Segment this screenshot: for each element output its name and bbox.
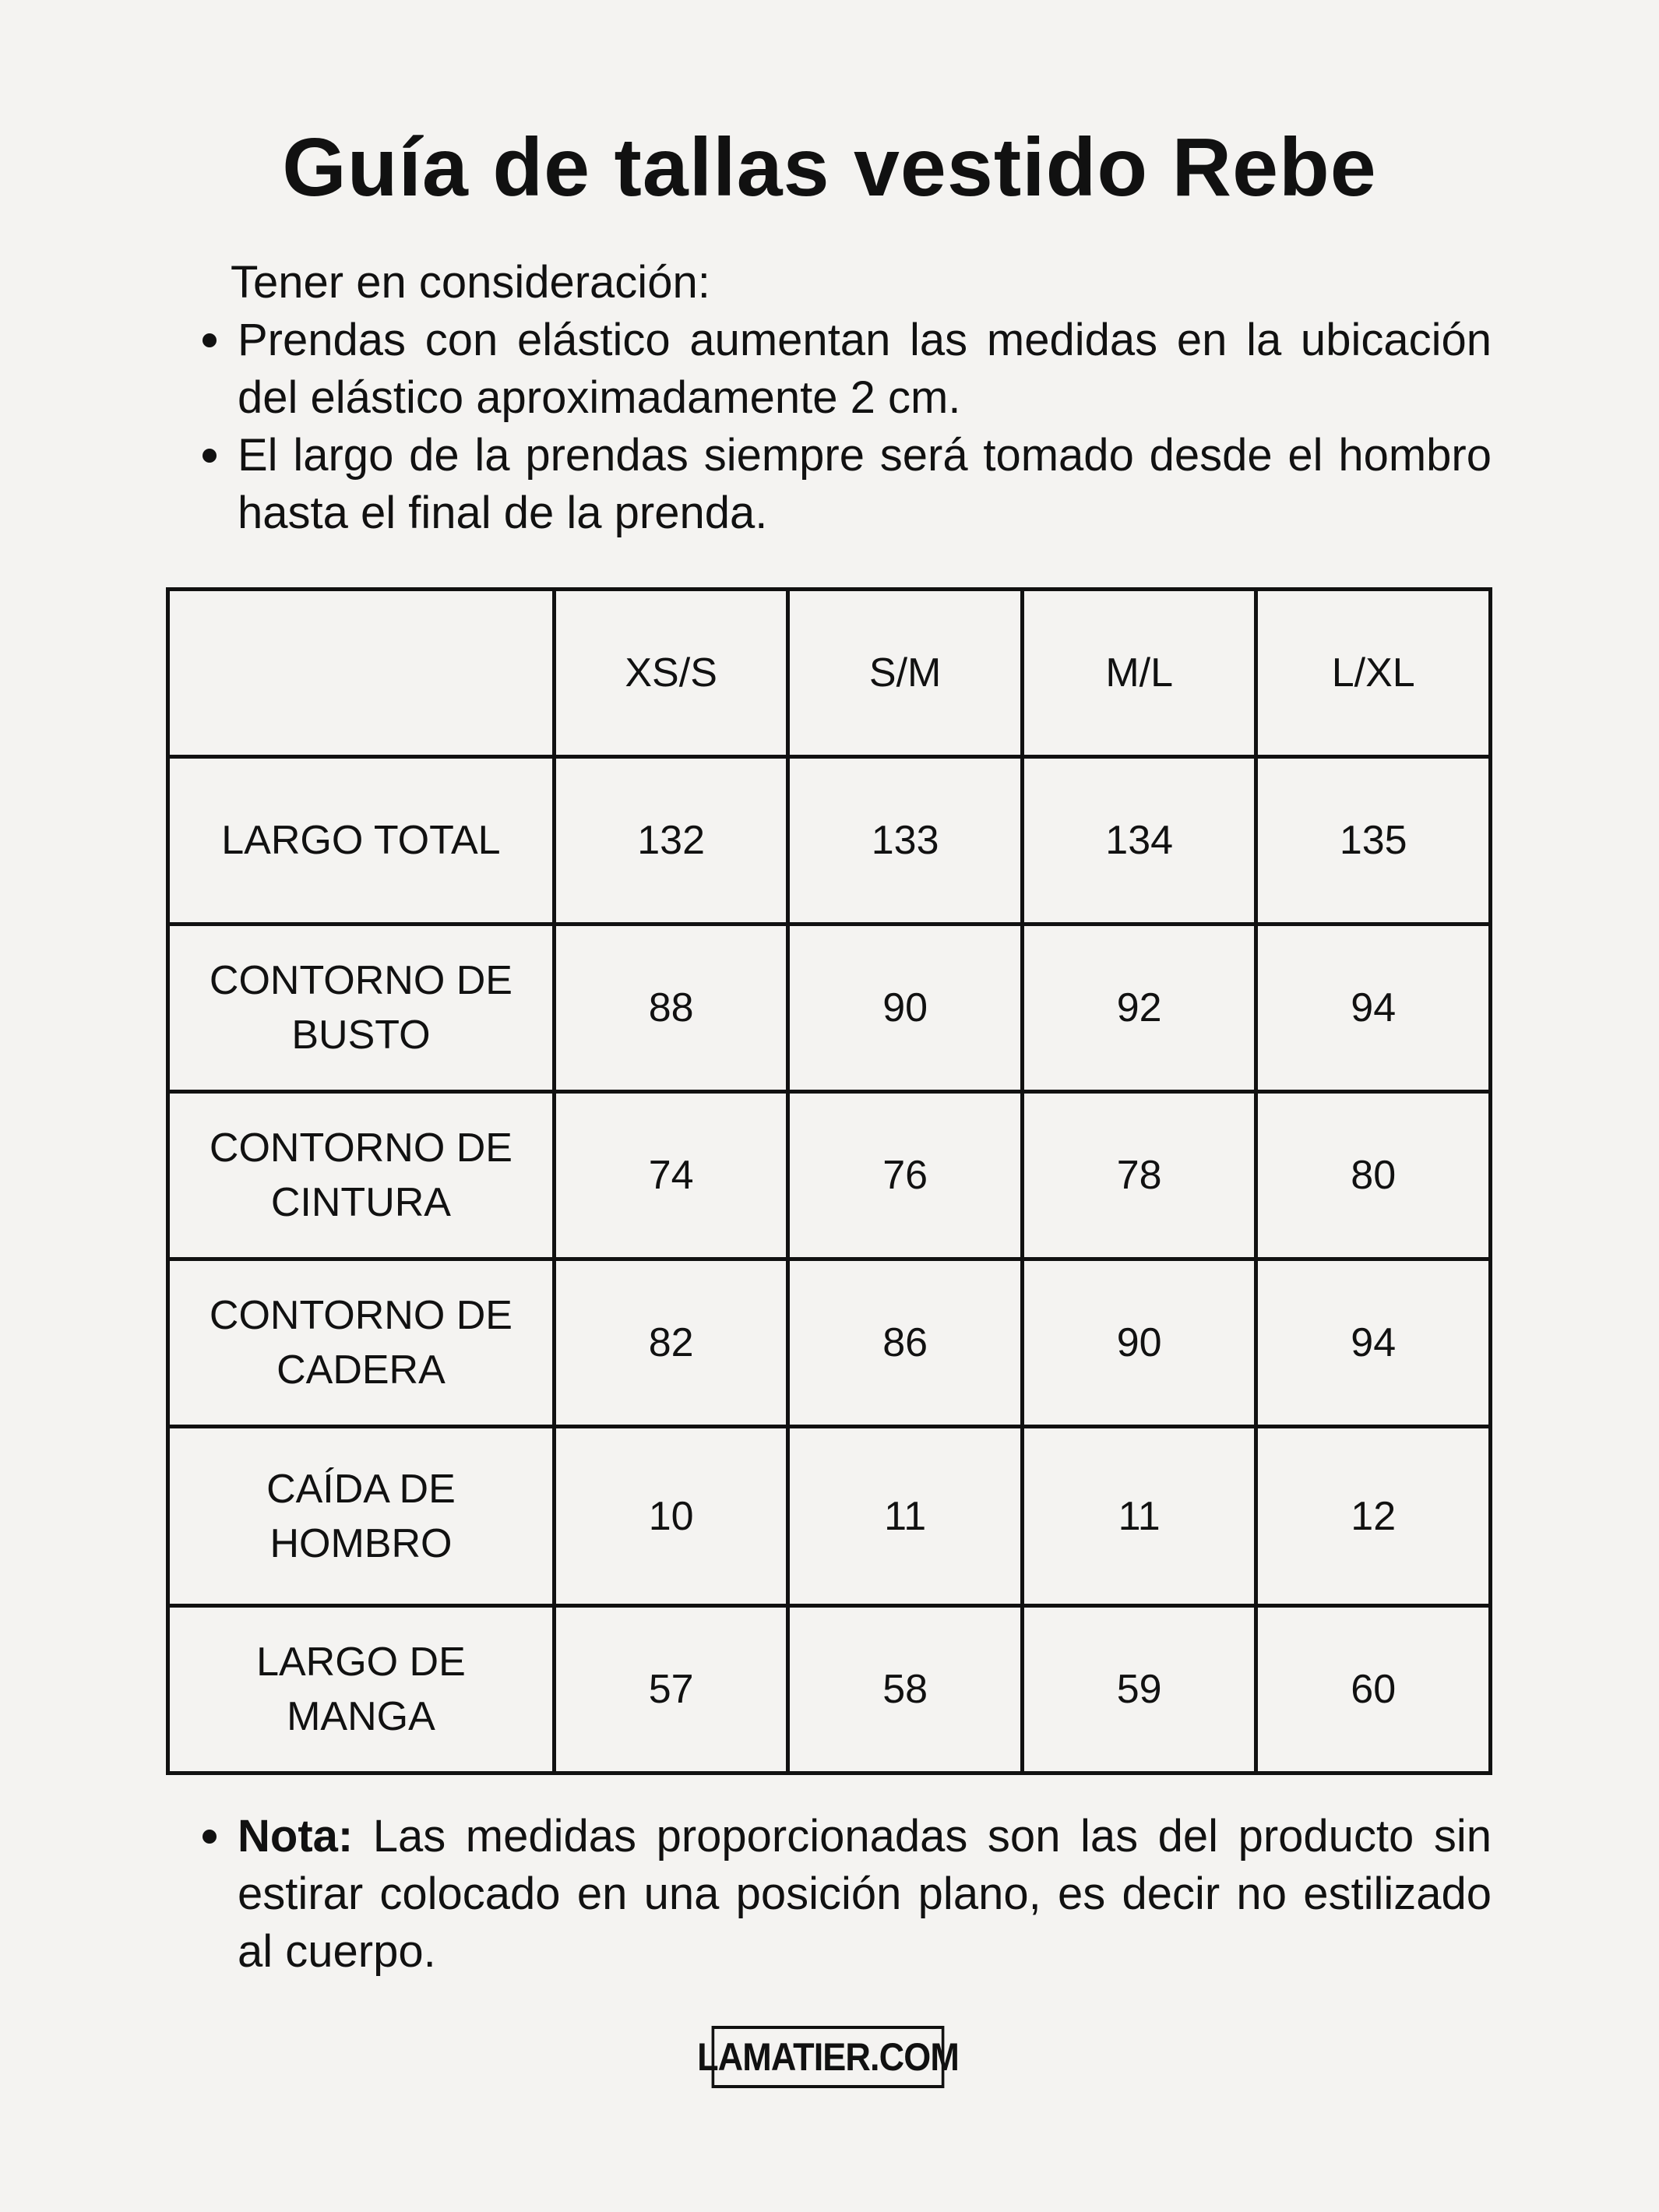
intro-bullet-list	[179, 312, 1492, 542]
header-cell-empty	[168, 590, 555, 757]
row-label: CAÍDA DE HOMBRO	[168, 1427, 555, 1606]
table-cell: 132	[554, 757, 788, 925]
table-cell: 94	[1256, 925, 1491, 1092]
header-cell-size: S/M	[788, 590, 1023, 757]
table-row	[168, 1259, 1491, 1427]
note-section	[179, 1808, 1492, 1981]
bullet-dot-icon	[203, 1830, 217, 1844]
table-cell: 11	[788, 1427, 1023, 1606]
header-cell-size: L/XL	[1256, 590, 1491, 757]
table-cell: 58	[788, 1606, 1023, 1773]
table-cell: 86	[788, 1259, 1023, 1427]
page-title: Guía de tallas vestido Rebe	[282, 122, 1377, 213]
row-label: LARGO DE MANGA	[168, 1606, 555, 1773]
table-cell: 59	[1022, 1606, 1256, 1773]
intro-bullet-item	[179, 312, 1492, 427]
table-cell: 76	[788, 1092, 1023, 1259]
table-cell: 90	[1022, 1259, 1256, 1427]
bullet-dot-icon	[203, 333, 217, 347]
table-cell: 82	[554, 1259, 788, 1427]
table-header-row	[168, 590, 1491, 757]
header-cell-size: XS/S	[554, 590, 788, 757]
table-row	[168, 757, 1491, 925]
table-row	[168, 925, 1491, 1092]
table-cell: 90	[788, 925, 1023, 1092]
header-cell-size: M/L	[1022, 590, 1256, 757]
table-row	[168, 1092, 1491, 1259]
table-cell: 11	[1022, 1427, 1256, 1606]
table-cell: 92	[1022, 925, 1256, 1092]
table-cell: 94	[1256, 1259, 1491, 1427]
table-cell: 80	[1256, 1092, 1491, 1259]
note-text: Las medidas proporcionadas son las del producto sin estirar colocado en una posición plano, es decir no estilizado al cuerpo.	[238, 1811, 1492, 1977]
row-label: CONTORNO DE CADERA	[168, 1259, 555, 1427]
table-cell: 135	[1256, 757, 1491, 925]
table-cell: 78	[1022, 1092, 1256, 1259]
brand-website-link[interactable]: LAMATIER.COM	[712, 2026, 945, 2088]
table-cell: 10	[554, 1427, 788, 1606]
note-label: Nota:	[238, 1811, 354, 1862]
table-cell: 88	[554, 925, 788, 1092]
table-row	[168, 1606, 1491, 1773]
bullet-dot-icon	[203, 449, 217, 463]
intro-bullet-text: El largo de la prendas siempre será tomado desde el hombro hasta el final de la prenda.	[238, 430, 1492, 538]
table-cell: 60	[1256, 1606, 1491, 1773]
note-bullet-item	[179, 1808, 1492, 1981]
row-label: CONTORNO DE BUSTO	[168, 925, 555, 1092]
row-label: LARGO TOTAL	[168, 757, 555, 925]
table-cell: 133	[788, 757, 1023, 925]
table-cell: 134	[1022, 757, 1256, 925]
table-cell: 57	[554, 1606, 788, 1773]
table-row	[168, 1427, 1491, 1606]
intro-bullet-item	[179, 427, 1492, 542]
intro-heading: Tener en consideración:	[231, 257, 710, 308]
size-table	[166, 587, 1492, 1775]
table-cell: 12	[1256, 1427, 1491, 1606]
intro-bullet-text: Prendas con elástico aumentan las medidas en la ubicación del elástico aproximadamente 2 cm.	[238, 315, 1492, 423]
row-label: CONTORNO DE CINTURA	[168, 1092, 555, 1259]
table-cell: 74	[554, 1092, 788, 1259]
intro-section	[179, 254, 1492, 542]
